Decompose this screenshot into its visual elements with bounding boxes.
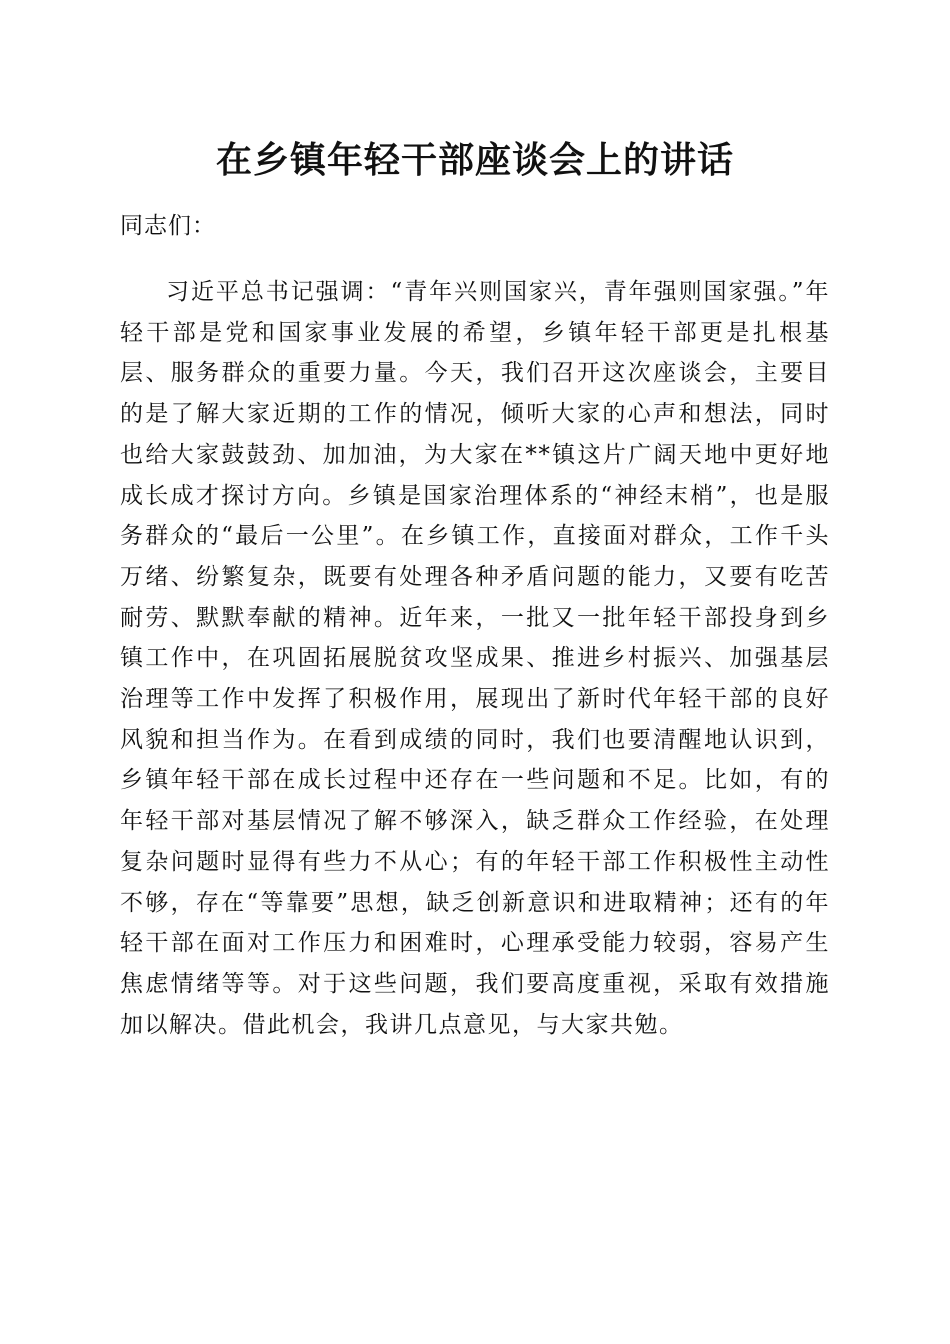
salutation: 同志们： xyxy=(120,213,216,239)
body-paragraph: 习近平总书记强调：“青年兴则国家兴，青年强则国家强。”年轻干部是党和国家事业发展的希望，乡镇年轻干部更是扎根基层、服务群众的重要力量。今天，我们召开这次座谈会，主要目的是了解大家近期的工作的情况，倾听大家的心声和想法，同时也给大家鼓鼓劲、加加油，为大家在**镇这片广阔天地中更好地成长成才探讨方向。乡镇是国家治理体系的“神经末梢”，也是服务群众的“最后一公里”。在乡镇工作，直接面对群众，工作千头万绪、纷繁复杂，既要有处理各种矛盾问题的能力，又要有吃苦耐劳、默默奉献的精神。近年来，一批又一批年轻干部投身到乡镇工作中，在巩固拓展脱贫攻坚成果、推进乡村振兴、加强基层治理等工作中发挥了积极作用，展现出了新时代年轻干部的良好风貌和担当作为。在看到成绩的同时，我们也要清醒地认识到，乡镇年轻干部在成长过程中还存在一些问题和不足。比如，有的年轻干部对基层情况了解不够深入，缺乏群众工作经验，在处理复杂问题时显得有些力不从心；有的年轻干部工作积极性主动性不够，存在“等靠要”思想，缺乏创新意识和进取精神；还有的年轻干部在面对工作压力和困难时，心理承受能力较弱，容易产生焦虑情绪等等。对于这些问题，我们要高度重视，采取有效措施加以解决。借此机会，我讲几点意见，与大家共勉。 xyxy=(120,279,830,1038)
document-title: 在乡镇年轻干部座谈会上的讲话 xyxy=(215,139,734,181)
